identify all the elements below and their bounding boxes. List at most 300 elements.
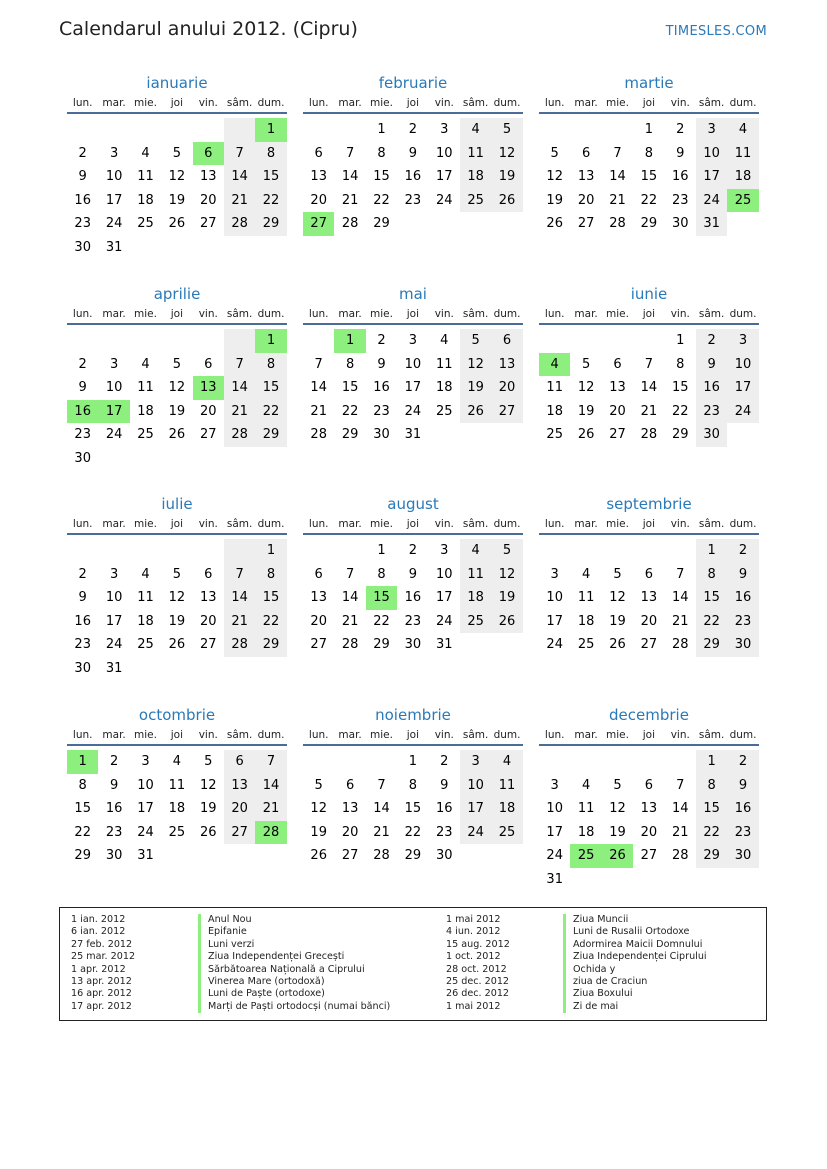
day-cell[interactable]: 9 (78, 380, 87, 396)
day-cell[interactable]: 29 (404, 848, 422, 864)
day-cell[interactable]: 11 (137, 169, 154, 185)
day-cell[interactable]: 26 (491, 610, 522, 634)
day-cell[interactable]: 22 (404, 824, 422, 840)
day-cell[interactable]: 28 (255, 821, 286, 845)
day-cell[interactable]: 28 (671, 848, 689, 864)
day-cell[interactable]: 23 (404, 192, 422, 208)
day-cell[interactable]: 30 (727, 844, 758, 868)
day-cell[interactable]: 7 (377, 777, 386, 793)
day-cell[interactable]: 1 (67, 750, 98, 774)
day-cell[interactable]: 6 (581, 145, 591, 161)
day-cell[interactable]: 18 (727, 165, 758, 189)
day-cell[interactable]: 18 (546, 403, 563, 419)
day-cell[interactable]: 12 (577, 380, 595, 396)
day-cell[interactable]: 13 (199, 169, 217, 185)
day-cell[interactable]: 15 (366, 586, 397, 610)
day-cell[interactable]: 8 (377, 145, 386, 161)
day-cell[interactable]: 13 (310, 590, 327, 606)
day-cell[interactable]: 5 (460, 329, 491, 353)
day-cell[interactable]: 11 (435, 356, 453, 372)
day-cell[interactable]: 4 (727, 118, 758, 142)
day-cell[interactable]: 19 (168, 192, 186, 208)
day-cell[interactable]: 8 (696, 563, 727, 587)
day-cell[interactable]: 24 (696, 189, 727, 213)
day-cell[interactable]: 31 (137, 848, 154, 864)
day-cell[interactable]: 6 (644, 777, 653, 793)
day-cell[interactable]: 28 (224, 633, 255, 657)
day-cell[interactable]: 5 (491, 118, 522, 142)
day-cell[interactable]: 30 (435, 848, 453, 864)
day-cell[interactable]: 16 (727, 797, 758, 821)
day-cell[interactable]: 26 (310, 848, 327, 864)
day-cell[interactable]: 4 (141, 566, 150, 582)
day-cell[interactable]: 11 (137, 590, 154, 606)
day-cell[interactable]: 3 (727, 329, 758, 353)
day-cell[interactable]: 1 (377, 122, 386, 137)
day-cell[interactable]: 22 (255, 610, 286, 634)
day-cell[interactable]: 22 (696, 610, 727, 634)
day-cell[interactable]: 16 (727, 586, 758, 610)
day-cell[interactable]: 10 (546, 590, 563, 606)
day-cell[interactable]: 30 (74, 239, 91, 255)
day-cell[interactable]: 28 (224, 423, 255, 447)
day-cell[interactable]: 13 (224, 774, 255, 798)
day-cell[interactable]: 21 (671, 613, 689, 629)
day-cell[interactable]: 17 (98, 400, 129, 424)
day-cell[interactable]: 26 (609, 637, 626, 653)
day-cell[interactable]: 6 (314, 566, 323, 582)
day-cell[interactable]: 6 (345, 777, 355, 793)
day-cell[interactable]: 18 (460, 586, 491, 610)
day-cell[interactable]: 2 (78, 145, 87, 161)
day-cell[interactable]: 1 (644, 122, 653, 137)
site-link[interactable]: TIMESLES.COM (665, 24, 767, 39)
day-cell[interactable]: 14 (224, 376, 255, 400)
day-cell[interactable]: 18 (137, 403, 154, 419)
day-cell[interactable]: 15 (373, 169, 390, 185)
day-cell[interactable]: 2 (727, 539, 758, 563)
day-cell[interactable]: 12 (168, 380, 186, 396)
day-cell[interactable]: 25 (168, 824, 186, 840)
day-cell[interactable]: 3 (550, 777, 559, 793)
day-cell[interactable]: 19 (609, 824, 626, 840)
day-cell[interactable]: 29 (696, 633, 727, 657)
day-cell[interactable]: 11 (460, 563, 491, 587)
day-cell[interactable]: 27 (199, 216, 217, 232)
day-cell[interactable]: 31 (404, 427, 422, 443)
day-cell[interactable]: 30 (671, 216, 689, 232)
day-cell[interactable]: 2 (408, 543, 417, 558)
day-cell[interactable]: 7 (345, 566, 355, 582)
day-cell[interactable]: 6 (204, 566, 213, 582)
day-cell[interactable]: 2 (109, 754, 119, 769)
day-cell[interactable]: 15 (341, 380, 359, 396)
day-cell[interactable]: 16 (74, 613, 91, 629)
day-cell[interactable]: 3 (460, 750, 491, 774)
day-cell[interactable]: 13 (199, 590, 217, 606)
day-cell[interactable]: 7 (345, 145, 355, 161)
day-cell[interactable]: 5 (491, 539, 522, 563)
day-cell[interactable]: 20 (341, 824, 359, 840)
day-cell[interactable]: 18 (168, 801, 186, 817)
day-cell[interactable]: 2 (377, 333, 386, 348)
day-cell[interactable]: 2 (676, 122, 685, 137)
day-cell[interactable]: 20 (491, 376, 522, 400)
day-cell[interactable]: 4 (141, 356, 150, 372)
day-cell[interactable]: 7 (644, 356, 653, 372)
day-cell[interactable]: 15 (696, 586, 727, 610)
day-cell[interactable]: 6 (491, 329, 522, 353)
day-cell[interactable]: 14 (310, 380, 327, 396)
day-cell[interactable]: 27 (491, 400, 522, 424)
day-cell[interactable]: 22 (255, 189, 286, 213)
day-cell[interactable]: 6 (224, 750, 255, 774)
day-cell[interactable]: 3 (440, 122, 449, 137)
day-cell[interactable]: 10 (696, 142, 727, 166)
day-cell[interactable]: 17 (404, 380, 422, 396)
day-cell[interactable]: 25 (435, 403, 453, 419)
day-cell[interactable]: 18 (491, 797, 522, 821)
day-cell[interactable]: 5 (172, 145, 181, 161)
day-cell[interactable]: 4 (172, 754, 181, 769)
day-cell[interactable]: 20 (577, 192, 595, 208)
day-cell[interactable]: 19 (577, 403, 595, 419)
day-cell[interactable]: 7 (255, 750, 286, 774)
day-cell[interactable]: 16 (105, 801, 123, 817)
day-cell[interactable]: 12 (546, 169, 563, 185)
day-cell[interactable]: 20 (224, 797, 255, 821)
day-cell[interactable]: 4 (581, 777, 591, 793)
day-cell[interactable]: 25 (577, 637, 595, 653)
day-cell[interactable]: 17 (460, 797, 491, 821)
day-cell[interactable]: 17 (105, 613, 123, 629)
day-cell[interactable]: 6 (314, 145, 323, 161)
day-cell[interactable]: 5 (581, 356, 591, 372)
day-cell[interactable]: 11 (577, 801, 595, 817)
day-cell[interactable]: 5 (314, 777, 323, 793)
day-cell[interactable]: 16 (67, 400, 98, 424)
day-cell[interactable]: 19 (168, 403, 186, 419)
day-cell[interactable]: 26 (546, 216, 563, 232)
day-cell[interactable]: 30 (727, 633, 758, 657)
day-cell[interactable]: 21 (255, 797, 286, 821)
day-cell[interactable]: 25 (546, 427, 563, 443)
day-cell[interactable]: 23 (404, 613, 422, 629)
day-cell[interactable]: 15 (640, 169, 658, 185)
day-cell[interactable]: 19 (491, 165, 522, 189)
day-cell[interactable]: 8 (255, 563, 286, 587)
day-cell[interactable]: 10 (404, 356, 422, 372)
day-cell[interactable]: 13 (310, 169, 327, 185)
day-cell[interactable]: 28 (609, 216, 626, 232)
day-cell[interactable]: 13 (640, 590, 658, 606)
day-cell[interactable]: 17 (137, 801, 154, 817)
day-cell[interactable]: 25 (137, 427, 154, 443)
day-cell[interactable]: 21 (224, 610, 255, 634)
day-cell[interactable]: 12 (199, 777, 217, 793)
day-cell[interactable]: 18 (435, 380, 453, 396)
day-cell[interactable]: 9 (727, 774, 758, 798)
day-cell[interactable]: 25 (460, 610, 491, 634)
day-cell[interactable]: 11 (137, 380, 154, 396)
day-cell[interactable]: 11 (460, 142, 491, 166)
day-cell[interactable]: 25 (491, 821, 522, 845)
day-cell[interactable]: 22 (255, 400, 286, 424)
day-cell[interactable]: 9 (440, 777, 449, 793)
day-cell[interactable]: 17 (727, 376, 758, 400)
day-cell[interactable]: 26 (460, 400, 491, 424)
day-cell[interactable]: 7 (224, 353, 255, 377)
day-cell[interactable]: 23 (373, 403, 390, 419)
day-cell[interactable]: 8 (255, 353, 286, 377)
day-cell[interactable]: 14 (640, 380, 658, 396)
day-cell[interactable]: 16 (696, 376, 727, 400)
day-cell[interactable]: 14 (341, 169, 359, 185)
day-cell[interactable]: 22 (341, 403, 359, 419)
day-cell[interactable]: 29 (255, 423, 286, 447)
day-cell[interactable]: 8 (255, 142, 286, 166)
day-cell[interactable]: 16 (435, 801, 453, 817)
day-cell[interactable]: 31 (435, 637, 453, 653)
day-cell[interactable]: 3 (440, 543, 449, 558)
day-cell[interactable]: 3 (109, 356, 119, 372)
day-cell[interactable]: 16 (373, 380, 390, 396)
day-cell[interactable]: 28 (224, 212, 255, 236)
day-cell[interactable]: 4 (581, 566, 591, 582)
day-cell[interactable]: 15 (74, 801, 91, 817)
day-cell[interactable]: 24 (105, 216, 123, 232)
day-cell[interactable]: 2 (78, 356, 87, 372)
day-cell[interactable]: 30 (404, 637, 422, 653)
day-cell[interactable]: 23 (74, 637, 91, 653)
day-cell[interactable]: 16 (404, 590, 422, 606)
day-cell[interactable]: 8 (78, 777, 87, 793)
day-cell[interactable]: 9 (109, 777, 119, 793)
day-cell[interactable]: 31 (546, 871, 563, 887)
day-cell[interactable]: 24 (546, 637, 563, 653)
day-cell[interactable]: 2 (696, 329, 727, 353)
day-cell[interactable]: 8 (377, 566, 386, 582)
day-cell[interactable]: 1 (676, 333, 685, 348)
day-cell[interactable]: 7 (224, 142, 255, 166)
day-cell[interactable]: 16 (671, 169, 689, 185)
day-cell[interactable]: 29 (696, 844, 727, 868)
day-cell[interactable]: 23 (727, 821, 758, 845)
day-cell[interactable]: 11 (491, 774, 522, 798)
day-cell[interactable]: 19 (168, 613, 186, 629)
day-cell[interactable]: 29 (74, 848, 91, 864)
day-cell[interactable]: 7 (613, 145, 622, 161)
day-cell[interactable]: 25 (137, 216, 154, 232)
day-cell[interactable]: 14 (224, 165, 255, 189)
day-cell[interactable]: 21 (310, 403, 327, 419)
day-cell[interactable]: 26 (602, 844, 633, 868)
day-cell[interactable]: 7 (224, 563, 255, 587)
day-cell[interactable]: 15 (404, 801, 422, 817)
day-cell[interactable]: 11 (727, 142, 758, 166)
day-cell[interactable]: 20 (199, 192, 217, 208)
day-cell[interactable]: 21 (341, 613, 359, 629)
day-cell[interactable]: 9 (676, 145, 685, 161)
day-cell[interactable]: 29 (373, 637, 390, 653)
day-cell[interactable]: 29 (255, 212, 286, 236)
day-cell[interactable]: 29 (671, 427, 689, 443)
day-cell[interactable]: 22 (373, 613, 390, 629)
day-cell[interactable]: 12 (168, 169, 186, 185)
day-cell[interactable]: 14 (341, 590, 359, 606)
day-cell[interactable]: 5 (613, 566, 622, 582)
day-cell[interactable]: 29 (255, 633, 286, 657)
day-cell[interactable]: 12 (491, 142, 522, 166)
day-cell[interactable]: 23 (696, 400, 727, 424)
day-cell[interactable]: 22 (640, 192, 658, 208)
day-cell[interactable]: 21 (671, 824, 689, 840)
day-cell[interactable]: 17 (546, 613, 563, 629)
day-cell[interactable]: 29 (373, 216, 390, 232)
day-cell[interactable]: 2 (440, 754, 449, 769)
day-cell[interactable]: 11 (546, 380, 563, 396)
day-cell[interactable]: 28 (341, 637, 359, 653)
day-cell[interactable]: 2 (78, 566, 87, 582)
day-cell[interactable]: 23 (105, 824, 123, 840)
day-cell[interactable]: 25 (460, 189, 491, 213)
day-cell[interactable]: 17 (546, 824, 563, 840)
day-cell[interactable]: 12 (609, 801, 626, 817)
day-cell[interactable]: 4 (460, 539, 491, 563)
day-cell[interactable]: 13 (341, 801, 359, 817)
day-cell[interactable]: 18 (577, 613, 595, 629)
day-cell[interactable]: 1 (255, 118, 286, 142)
day-cell[interactable]: 28 (671, 637, 689, 653)
day-cell[interactable]: 26 (168, 637, 186, 653)
day-cell[interactable]: 20 (310, 192, 327, 208)
day-cell[interactable]: 10 (105, 590, 123, 606)
day-cell[interactable]: 18 (460, 165, 491, 189)
day-cell[interactable]: 26 (199, 824, 217, 840)
day-cell[interactable]: 8 (696, 774, 727, 798)
day-cell[interactable]: 21 (224, 400, 255, 424)
day-cell[interactable]: 1 (255, 539, 286, 563)
day-cell[interactable]: 31 (696, 212, 727, 236)
day-cell[interactable]: 24 (460, 821, 491, 845)
day-cell[interactable]: 28 (341, 216, 359, 232)
day-cell[interactable]: 28 (310, 427, 327, 443)
day-cell[interactable]: 19 (546, 192, 563, 208)
day-cell[interactable]: 8 (676, 356, 685, 372)
day-cell[interactable]: 3 (696, 118, 727, 142)
day-cell[interactable]: 1 (334, 329, 365, 353)
day-cell[interactable]: 9 (78, 169, 87, 185)
day-cell[interactable]: 14 (671, 801, 689, 817)
day-cell[interactable]: 26 (577, 427, 595, 443)
day-cell[interactable]: 17 (435, 590, 453, 606)
day-cell[interactable]: 27 (609, 427, 626, 443)
day-cell[interactable]: 16 (74, 192, 91, 208)
day-cell[interactable]: 23 (74, 427, 91, 443)
day-cell[interactable]: 9 (408, 566, 417, 582)
day-cell[interactable]: 12 (460, 353, 491, 377)
day-cell[interactable]: 16 (404, 169, 422, 185)
day-cell[interactable]: 25 (570, 844, 601, 868)
day-cell[interactable]: 27 (341, 848, 359, 864)
day-cell[interactable]: 24 (404, 403, 422, 419)
day-cell[interactable]: 1 (696, 539, 727, 563)
day-cell[interactable]: 12 (168, 590, 186, 606)
day-cell[interactable]: 4 (491, 750, 522, 774)
day-cell[interactable]: 30 (696, 423, 727, 447)
day-cell[interactable]: 24 (435, 192, 453, 208)
day-cell[interactable]: 18 (137, 192, 154, 208)
day-cell[interactable]: 20 (640, 613, 658, 629)
day-cell[interactable]: 4 (460, 118, 491, 142)
day-cell[interactable]: 17 (105, 192, 123, 208)
day-cell[interactable]: 10 (137, 777, 154, 793)
day-cell[interactable]: 30 (373, 427, 390, 443)
day-cell[interactable]: 11 (168, 777, 186, 793)
day-cell[interactable]: 23 (671, 192, 689, 208)
day-cell[interactable]: 30 (74, 450, 91, 466)
day-cell[interactable]: 9 (377, 356, 386, 372)
day-cell[interactable]: 19 (609, 613, 626, 629)
day-cell[interactable]: 24 (435, 613, 453, 629)
day-cell[interactable]: 20 (609, 403, 626, 419)
day-cell[interactable]: 3 (550, 566, 559, 582)
day-cell[interactable]: 4 (141, 145, 150, 161)
day-cell[interactable]: 15 (255, 586, 286, 610)
day-cell[interactable]: 18 (137, 613, 154, 629)
day-cell[interactable]: 14 (671, 590, 689, 606)
day-cell[interactable]: 12 (609, 590, 626, 606)
day-cell[interactable]: 10 (105, 380, 123, 396)
day-cell[interactable]: 27 (224, 821, 255, 845)
day-cell[interactable]: 3 (109, 145, 119, 161)
day-cell[interactable]: 5 (172, 356, 181, 372)
day-cell[interactable]: 3 (109, 566, 119, 582)
day-cell[interactable]: 6 (613, 356, 622, 372)
day-cell[interactable]: 27 (199, 637, 217, 653)
day-cell[interactable]: 1 (377, 543, 386, 558)
day-cell[interactable]: 7 (676, 777, 685, 793)
day-cell[interactable]: 21 (609, 192, 626, 208)
day-cell[interactable]: 5 (613, 777, 622, 793)
day-cell[interactable]: 14 (373, 801, 390, 817)
day-cell[interactable]: 6 (204, 356, 213, 372)
day-cell[interactable]: 4 (539, 353, 570, 377)
day-cell[interactable]: 29 (341, 427, 359, 443)
day-cell[interactable]: 18 (577, 824, 595, 840)
day-cell[interactable]: 10 (546, 801, 563, 817)
day-cell[interactable]: 20 (199, 613, 217, 629)
day-cell[interactable]: 3 (141, 754, 150, 769)
day-cell[interactable]: 21 (341, 192, 359, 208)
day-cell[interactable]: 31 (105, 660, 123, 676)
day-cell[interactable]: 27 (303, 212, 334, 236)
day-cell[interactable]: 24 (546, 848, 563, 864)
day-cell[interactable]: 24 (727, 400, 758, 424)
day-cell[interactable]: 9 (727, 563, 758, 587)
day-cell[interactable]: 10 (105, 169, 123, 185)
day-cell[interactable]: 1 (255, 329, 286, 353)
day-cell[interactable]: 27 (199, 427, 217, 443)
day-cell[interactable]: 14 (224, 586, 255, 610)
day-cell[interactable]: 8 (644, 145, 653, 161)
day-cell[interactable]: 31 (105, 239, 123, 255)
day-cell[interactable]: 24 (105, 427, 123, 443)
day-cell[interactable]: 27 (577, 216, 595, 232)
day-cell[interactable]: 7 (676, 566, 685, 582)
day-cell[interactable]: 8 (345, 356, 355, 372)
day-cell[interactable]: 21 (224, 189, 255, 213)
